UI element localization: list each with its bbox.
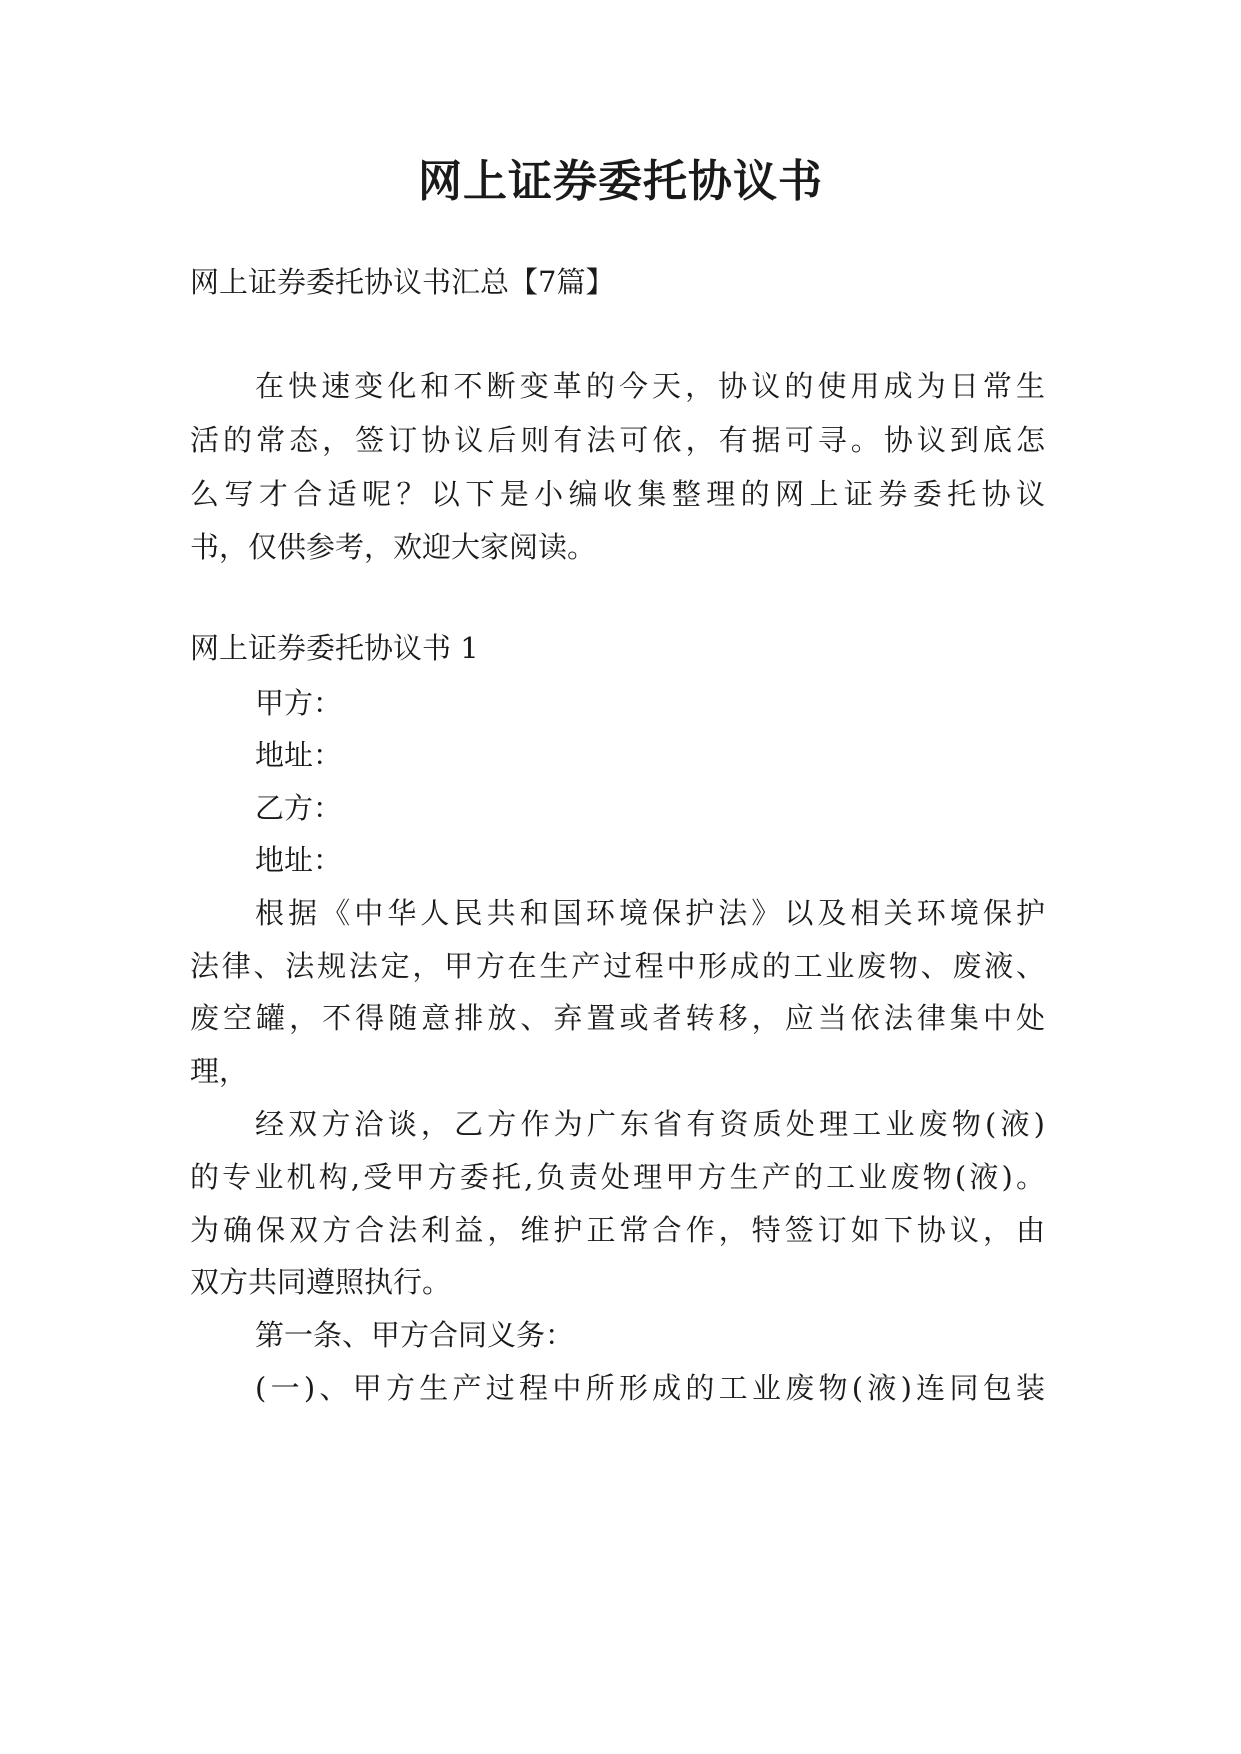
para1-line-2: 法律、法规法定，甲方在生产过程中形成的工业废物、废液、 (190, 949, 1045, 983)
para2-line-1: 经双方洽谈，乙方作为广东省有资质处理工业废物(液) (255, 1107, 1045, 1141)
section-1-heading: 网上证券委托协议书 1 (190, 631, 479, 665)
article-1-heading: 第一条、甲方合同义务： (255, 1318, 575, 1352)
intro-line-3: 么写才合适呢？以下是小编收集整理的网上证券委托协议 (190, 477, 1045, 511)
party-a-address-label: 地址： (255, 738, 343, 772)
intro-line-4: 书，仅供参考，欢迎大家阅读。 (190, 530, 597, 564)
party-b-address-label: 地址： (255, 843, 343, 877)
para2-line-3: 为确保双方合法利益，维护正常合作，特签订如下协议，由 (190, 1213, 1045, 1247)
para2-line-4: 双方共同遵照执行。 (190, 1265, 452, 1299)
intro-line-1: 在快速变化和不断变革的今天，协议的使用成为日常生 (255, 369, 1045, 403)
intro-line-2: 活的常态，签订协议后则有法可依，有据可寻。协议到底怎 (190, 423, 1045, 457)
para1-line-3: 废空罐，不得随意排放、弃置或者转移，应当依法律集中处 (190, 1001, 1045, 1035)
para1-line-4: 理， (190, 1054, 249, 1088)
para2-line-2: 的专业机构,受甲方委托,负责处理甲方生产的工业废物(液)。 (190, 1160, 1045, 1194)
party-a-label: 甲方： (255, 686, 343, 720)
article-1-item-1: (一)、甲方生产过程中所形成的工业废物(液)连同包装 (255, 1371, 1045, 1405)
party-b-label: 乙方： (255, 791, 343, 825)
document-title: 网上证券委托协议书 (418, 156, 823, 207)
document-subtitle: 网上证券委托协议书汇总【7篇】 (190, 265, 615, 299)
para1-line-1: 根据《中华人民共和国环境保护法》以及相关环境保护 (255, 896, 1045, 930)
